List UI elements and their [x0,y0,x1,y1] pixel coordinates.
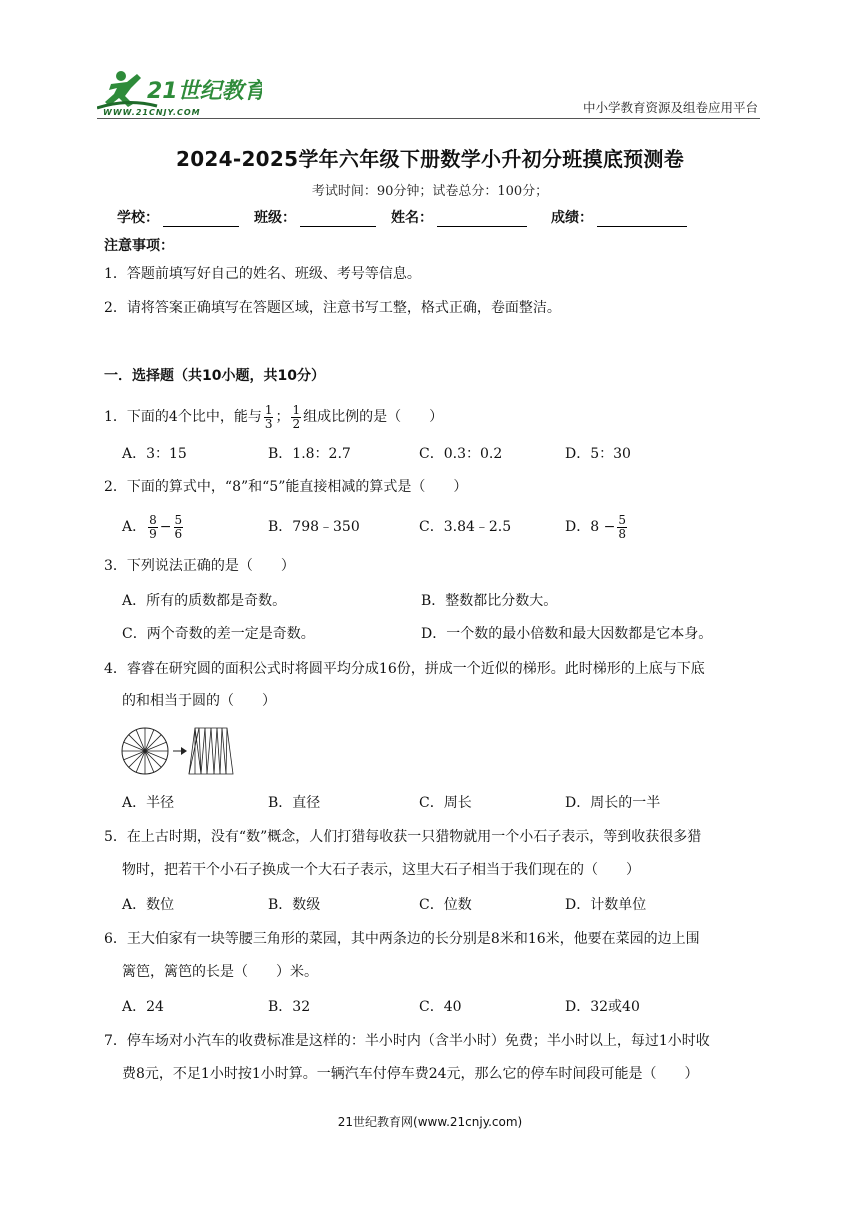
logo-text: 21世纪教育 [147,79,262,104]
q4-option-c[interactable]: C．周长 [419,795,472,811]
q5-option-a[interactable]: A．数位 [122,897,175,913]
page-title: 2024-2025学年六年级下册数学小升初分班摸底预测卷 [175,147,685,171]
q2-option-a[interactable] [122,509,185,545]
q3-option-d[interactable]: D．一个数的最小倍数和最大因数都是它本身。 [421,626,713,642]
q2-d-label: D．8 − [565,519,616,535]
fraction-eight-ninths: $\frac{8}{9}$ [149,512,157,541]
q1-option-d[interactable]: D．5：30 [565,446,631,462]
question-6-line1: 6．王大伯家有一块等腰三角形的菜园，其中两条边的长分别是8米和16米，他要在菜园的边上围 [104,931,700,947]
name-label: 姓名： [391,210,433,226]
q6-option-b[interactable]: B．32 [268,999,311,1015]
question-4-line1: 4．睿睿在研究圆的面积公式时将圆平均分成16份，拼成一个近似的梯形。此时梯形的上底与下底 [104,661,705,677]
q3-option-b[interactable]: B．整数都比分数大。 [421,593,558,609]
fraction-one-third: $\frac{1}{3}$ [264,402,273,431]
q5-option-d[interactable]: D．计数单位 [565,897,647,913]
q1-option-b[interactable]: B．1.8：2.7 [268,446,351,462]
note-item: 2．请将答案正确填写在答题区域，注意书写工整，格式正确，卷面整洁。 [104,300,561,316]
question-4-line2: 的和相当于圆的（ ） [122,693,276,709]
q6-option-a[interactable]: A．24 [122,999,164,1015]
school-label: 学校： [117,210,159,226]
q6-option-c[interactable]: C．40 [419,999,462,1015]
school-blank[interactable] [163,210,239,227]
q2-a-label: A． [122,519,147,535]
q2-option-d[interactable] [565,509,629,545]
question-2: 2．下面的算式中，“8”和“5”能直接相减的算式是（ ） [104,479,468,495]
q1-option-c[interactable]: C．0.3：0.2 [419,446,503,462]
class-blank[interactable] [300,210,376,227]
q4-option-a[interactable]: A．半径 [122,795,175,811]
q5-option-c[interactable]: C．位数 [419,897,472,913]
circle-to-trapezoid-diagram [121,726,236,780]
minus-sign: − [159,519,172,535]
q2-option-b[interactable]: B．798﹣350 [268,519,360,535]
name-blank[interactable] [437,210,527,227]
name-field[interactable] [391,207,527,227]
q2-option-c[interactable]: C．3.84﹣2.5 [419,519,512,535]
fraction-five-sixths: $\frac{5}{6}$ [174,512,183,541]
school-field[interactable] [117,207,239,227]
question-1 [104,400,443,434]
runner-logo-icon [97,68,262,116]
score-label: 成绩： [551,210,593,226]
header-platform-text: 中小学教育资源及组卷应用平台 [582,100,758,115]
page-footer: 21世纪教育网(www.21cnjy.com) [337,1115,523,1129]
fraction-one-half: $\frac{1}{2}$ [292,402,301,431]
site-logo [97,68,262,116]
question-6-line2: 篱笆，篱笆的长是（ ）米。 [122,964,318,980]
exam-info: 考试时间：90分钟；试卷总分：100分； [311,184,549,199]
logo-url: WWW.21CNJY.COM [103,108,201,116]
question-7-line1: 7．停车场对小汽车的收费标准是这样的：半小时内（含半小时）免费；半小时以上，每过1小时收 [104,1033,710,1049]
class-label: 班级： [254,210,296,226]
q4-option-d[interactable]: D．周长的一半 [565,795,661,811]
notes-heading: 注意事项： [104,238,174,254]
score-blank[interactable] [597,210,687,227]
header-divider [97,118,760,119]
q1-prefix: 1．下面的4个比中，能与 [104,409,262,425]
question-7-line2: 费8元，不足1小时按1小时算。一辆汽车付停车费24元，那么它的停车时间段可能是（ ） [122,1066,699,1082]
q3-option-a[interactable]: A．所有的质数都是奇数。 [122,593,287,609]
q1-suffix: 组成比例的是（ ） [303,409,444,425]
q5-option-b[interactable]: B．数级 [268,897,321,913]
q4-option-b[interactable]: B．直径 [268,795,321,811]
score-field[interactable] [551,207,687,227]
fraction-five-eighths: $\frac{5}{8}$ [618,512,626,541]
question-5-line1: 5．在上古时期，没有“数”概念，人们打猎每收获一只猎物就用一个小石子表示，等到收获很多猎 [104,829,702,845]
q1-option-a[interactable]: A．3：15 [122,446,187,462]
q6-option-d[interactable]: D．32或40 [565,999,640,1015]
section-heading: 一．选择题（共10小题，共10分） [104,368,325,384]
class-field[interactable] [254,207,376,227]
question-5-line2: 物时，把若干个小石子换成一个大石子表示，这里大石子相当于我们现在的（ ） [122,862,640,878]
q3-option-c[interactable]: C．两个奇数的差一定是奇数。 [122,626,315,642]
question-3: 3．下列说法正确的是（ ） [104,558,295,574]
q1-separator: ； [275,409,290,425]
note-item: 1．答题前填写好自己的姓名、班级、考号等信息。 [104,266,421,282]
